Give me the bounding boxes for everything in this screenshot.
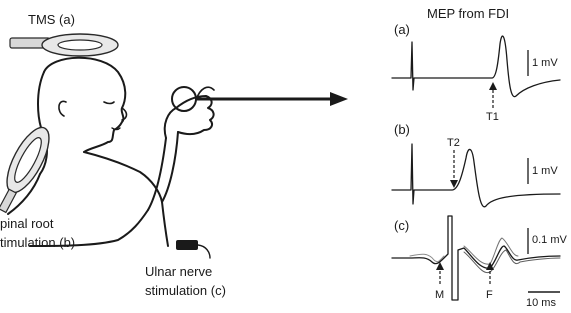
tms-coil-icon xyxy=(10,34,118,56)
panel-b-label: (b) xyxy=(394,122,410,137)
panel-c-label: (c) xyxy=(394,218,410,233)
spinal-coil-icon xyxy=(0,122,57,213)
trace-c xyxy=(392,216,560,300)
scale-a-label: 1 mV xyxy=(532,57,558,69)
marker-t1-arrow-icon xyxy=(489,82,497,108)
ulnar-label-line1: Ulnar nerve xyxy=(145,264,213,279)
marker-f-label: F xyxy=(486,289,493,301)
scale-c-label: 0.1 mV xyxy=(532,234,567,246)
ulnar-label-line2: stimulation (c) xyxy=(145,283,226,298)
marker-m-arrow-icon xyxy=(436,262,444,284)
marker-m-label: M xyxy=(435,289,445,301)
marker-t2-arrow-icon xyxy=(450,150,458,188)
marker-t1-label: T1 xyxy=(486,111,499,123)
ulnar-stimulator-icon xyxy=(176,240,210,258)
panel-a-label: (a) xyxy=(394,22,410,37)
marker-t2-label: T2 xyxy=(447,137,460,149)
scale-b-label: 1 mV xyxy=(532,165,558,177)
time-scale-label: 10 ms xyxy=(526,297,556,309)
tms-label: TMS (a) xyxy=(28,12,75,27)
spinal-label-line2: timulation (b) xyxy=(0,235,76,250)
signal-arrow-icon xyxy=(196,92,348,106)
spinal-label-line1: pinal root xyxy=(0,216,54,231)
mep-title: MEP from FDI xyxy=(427,6,510,21)
